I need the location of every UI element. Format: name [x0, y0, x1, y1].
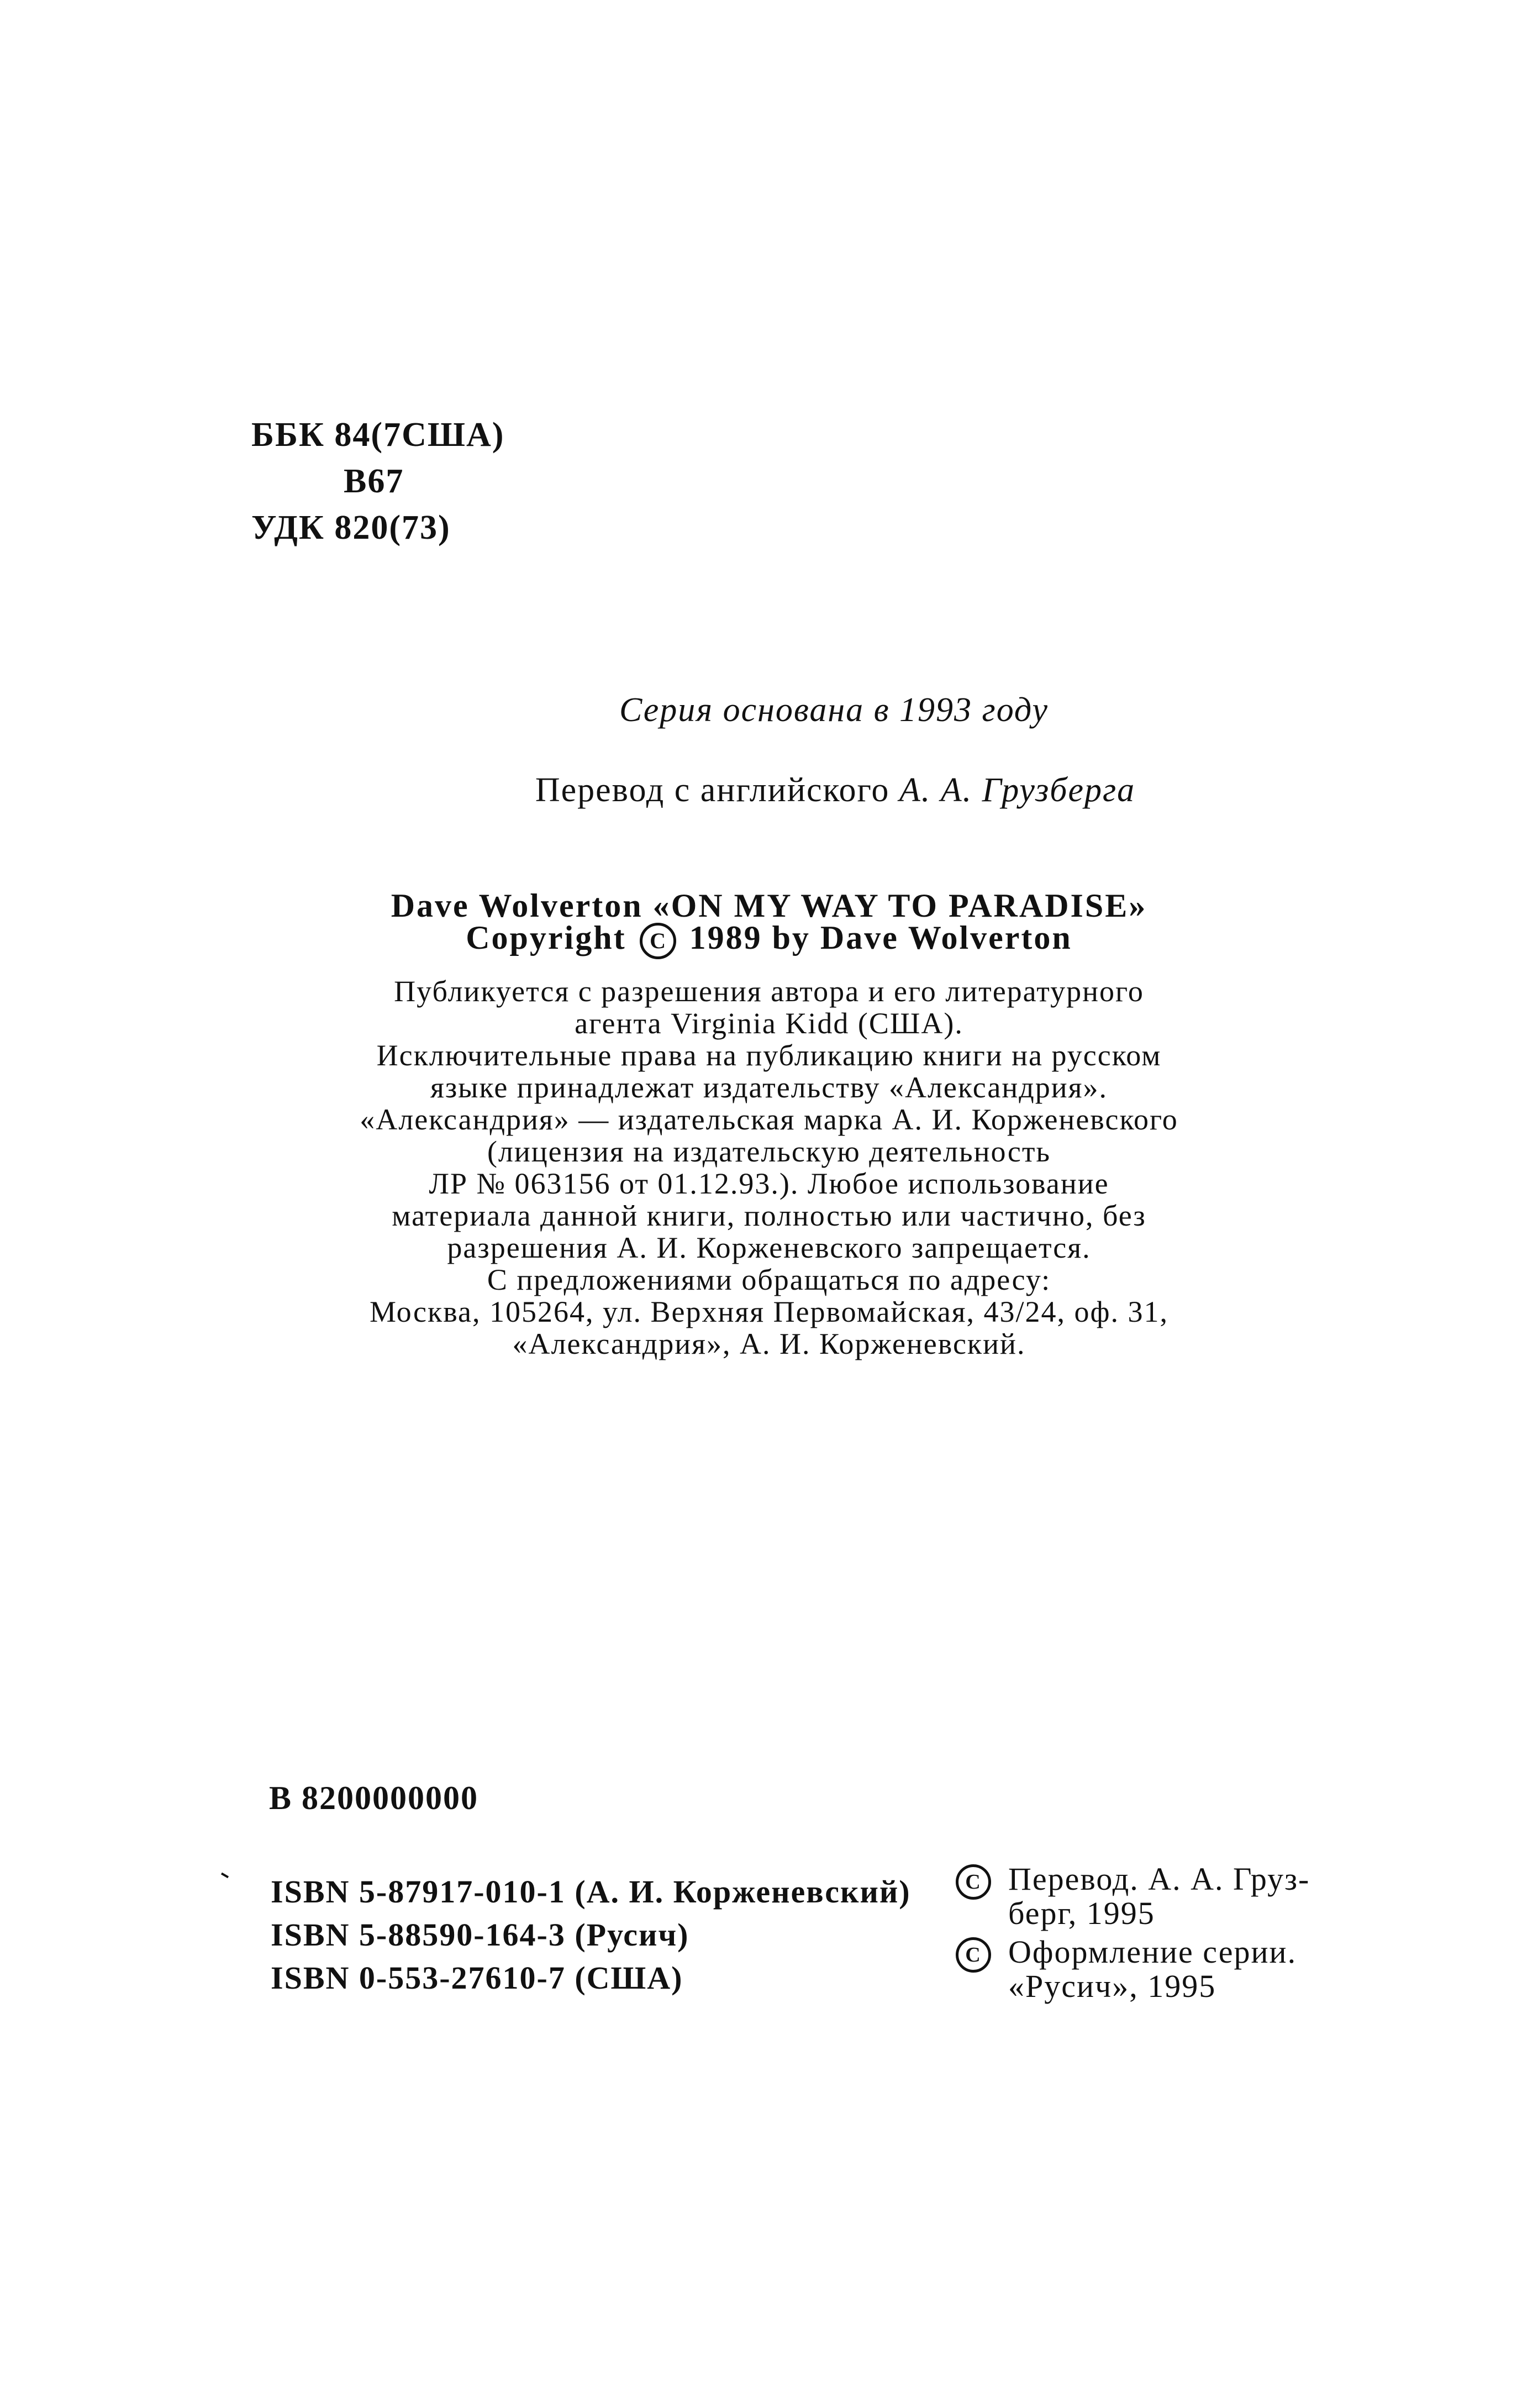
rights-line: языке принадлежат издательству «Александрия». — [430, 1071, 1108, 1104]
classification-block — [251, 412, 504, 551]
rights-line: «Александрия», А. И. Корженевский. — [512, 1327, 1026, 1360]
rights-line: Исключительные права на публикацию книги на русском — [376, 1039, 1162, 1072]
rights-line: С предложениями обращаться по адресу: — [487, 1263, 1051, 1296]
credit-line: «Русич», 1995 — [1008, 1968, 1216, 2004]
isbn-list — [271, 1870, 911, 2000]
credit-line: Перевод. А. А. Груз- — [1008, 1861, 1310, 1897]
copyright-block — [0, 887, 1538, 959]
credit-line: Оформление серии. — [1008, 1934, 1297, 1970]
copyright-holder: 1989 by Dave Wolverton — [689, 919, 1072, 956]
rights-line: материала данной книги, полностью или частично, без — [392, 1199, 1146, 1232]
rights-line: агента Virginia Kidd (США). — [575, 1007, 963, 1040]
udk-code: УДК 820(73) — [251, 509, 451, 546]
rights-line: Публикуется с разрешения автора и его литературного — [394, 975, 1144, 1008]
bbk-code: ББК 84(7США) — [251, 416, 505, 454]
stray-mark — [221, 1873, 229, 1878]
translator-name: А. А. Грузберга — [899, 771, 1136, 809]
rights-line: Москва, 105264, ул. Верхняя Первомайская, 43/24, оф. 31, — [369, 1295, 1169, 1328]
rights-line: ЛР № 063156 от 01.12.93.). Любое использование — [429, 1167, 1109, 1200]
credit-line: берг, 1995 — [1008, 1895, 1155, 1931]
copyright-line — [0, 919, 1538, 959]
series-design-credit — [956, 1935, 1310, 2004]
series-note: Серия основана в 1993 году — [619, 691, 1049, 729]
translation-credit — [956, 1862, 1310, 1931]
copyright-icon: C — [956, 1864, 991, 1900]
translator-line — [0, 771, 1538, 810]
isbn-line: ISBN 5-88590-164-3 (Русич) — [271, 1917, 689, 1953]
copyright-icon: C — [956, 1937, 991, 1973]
copyright-icon: C — [640, 923, 676, 959]
author-index: В67 — [344, 462, 404, 500]
rights-line: разрешения А. И. Корженевского запрещается. — [447, 1231, 1091, 1264]
rights-paragraph — [0, 975, 1538, 1360]
copyright-word: Copyright — [466, 919, 626, 956]
isbn-line: ISBN 0-553-27610-7 (США) — [271, 1960, 683, 1996]
rights-line: (лицензия на издательскую деятельность — [487, 1135, 1051, 1168]
isbn-line: ISBN 5-87917-010-1 (А. И. Корженевский) — [271, 1874, 911, 1910]
translation-prefix: Перевод с английского — [535, 771, 890, 809]
credits-block — [956, 1862, 1310, 2008]
original-title-line: Dave Wolverton «ON MY WAY TO PARADISE» — [391, 887, 1147, 924]
rights-line: «Александрия» — издательская марка А. И. Корженевского — [360, 1103, 1178, 1136]
book-code: В 8200000000 — [269, 1780, 479, 1816]
